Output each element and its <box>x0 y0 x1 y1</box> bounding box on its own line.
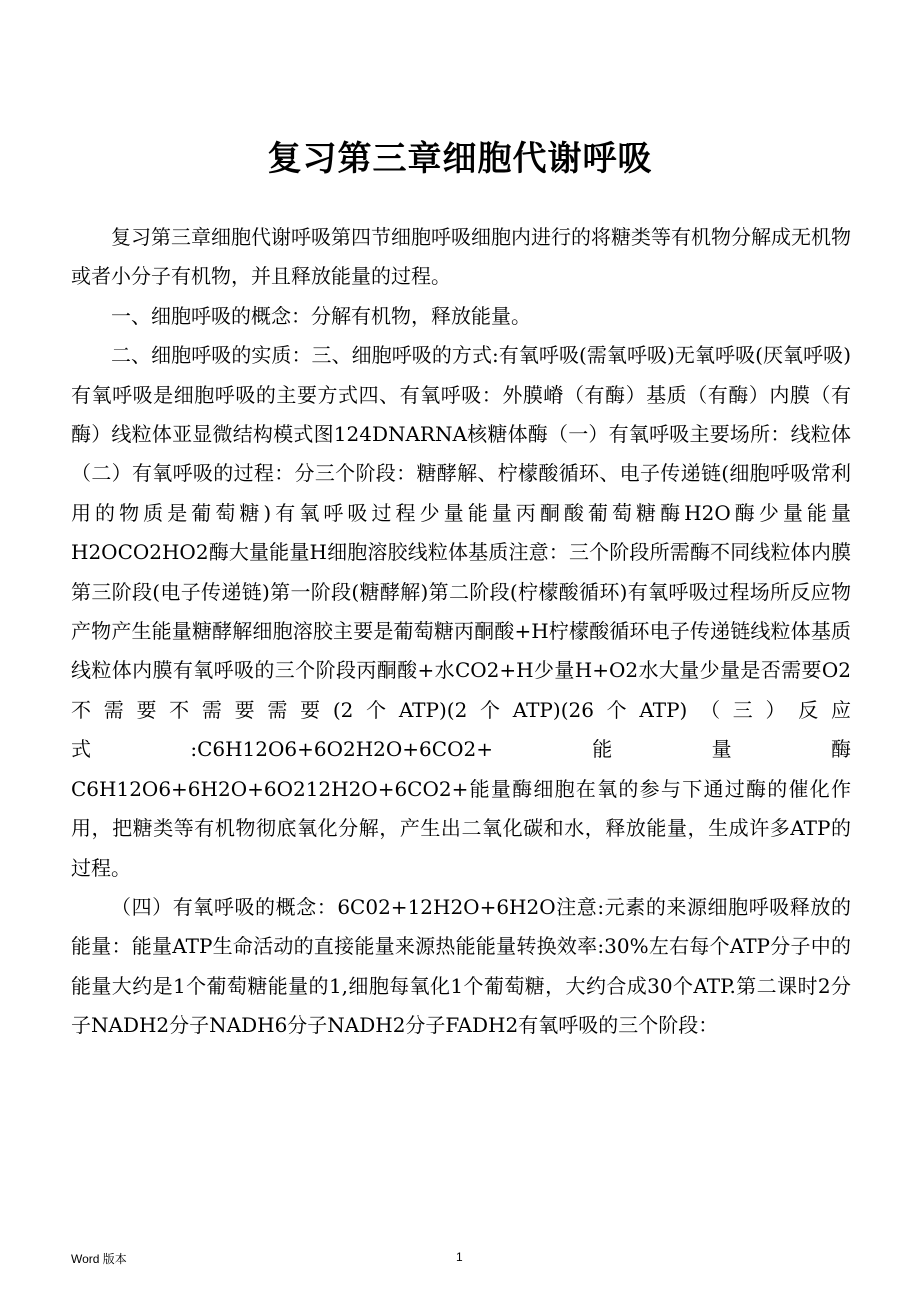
page-footer <box>0 1250 920 1270</box>
footer-page-number: 1 <box>456 1250 463 1264</box>
document-title: 复习第三章细胞代谢呼吸 <box>267 139 653 179</box>
paragraph-4: （四）有氧呼吸的概念：6C02+12H2O+6H2O注意:元素的来源细胞呼吸释放的能量：能量ATP生命活动的直接能量来源热能能量转换效率:30%左右每个ATP分子中的能量大约是1个葡萄糖能量的1,细胞每氧化1个葡萄糖，大约合成30个ATP.第二课时2分子NADH2分子NADH6分子NADH2分子FADH2有氧呼吸的三个阶段： <box>71 894 851 1038</box>
paragraph-1: 复习第三章细胞代谢呼吸第四节细胞呼吸细胞内进行的将糖类等有机物分解成无机物或者小分子有机物，并且释放能量的过程。 <box>71 225 851 289</box>
document-body <box>71 218 851 1046</box>
paragraph-2: 一、细胞呼吸的概念：分解有机物，释放能量。 <box>111 303 531 328</box>
footer-label: Word 版本 <box>71 1252 127 1266</box>
paragraph-3: 二、细胞呼吸的实质：三、细胞呼吸的方式:有氧呼吸(需氧呼吸)无氧呼吸(厌氧呼吸)有氧呼吸是细胞呼吸的主要方式四、有氧呼吸：外膜嵴（有酶）基质（有酶）内膜（有酶）线粒体亚显微结构模式图124DNARNA核糖体酶（一）有氧呼吸主要场所：线粒体（二）有氧呼吸的过程：分三个阶段：糖酵解、柠檬酸循环、电子传递链(细胞呼吸常利用的物质是葡萄糖)有氧呼吸过程少量能量丙酮酸葡萄糖酶H2O酶少量能量H2OCO2HO2酶大量能量H细胞溶胶线粒体基质注意：三个阶段所需酶不同线粒体内膜第三阶段(电子传递链)第一阶段(糖酵解)第二阶段(柠檬酸循环)有氧呼吸过程场所反应物产物产生能量糖酵解细胞溶胶主要是葡萄糖丙酮酸+H柠檬酸循环电子传递链线粒体基质线粒体内膜有氧呼吸的三个阶段丙酮酸+水CO2+H少量H+O2水大量少量是否需要O2不需要不需要需要(2个ATP)(2个ATP)(26个ATP)（三）反应式:C6H12O6+6O2H2O+6CO2+能量酶C6H12O6+6H2O+6O212H2O+6CO2+能量酶细胞在氧的参与下通过酶的催化作用，把糖类等有机物彻底氧化分解，产生出二氧化碳和水，释放能量，生成许多ATP的过程。 <box>71 343 851 880</box>
